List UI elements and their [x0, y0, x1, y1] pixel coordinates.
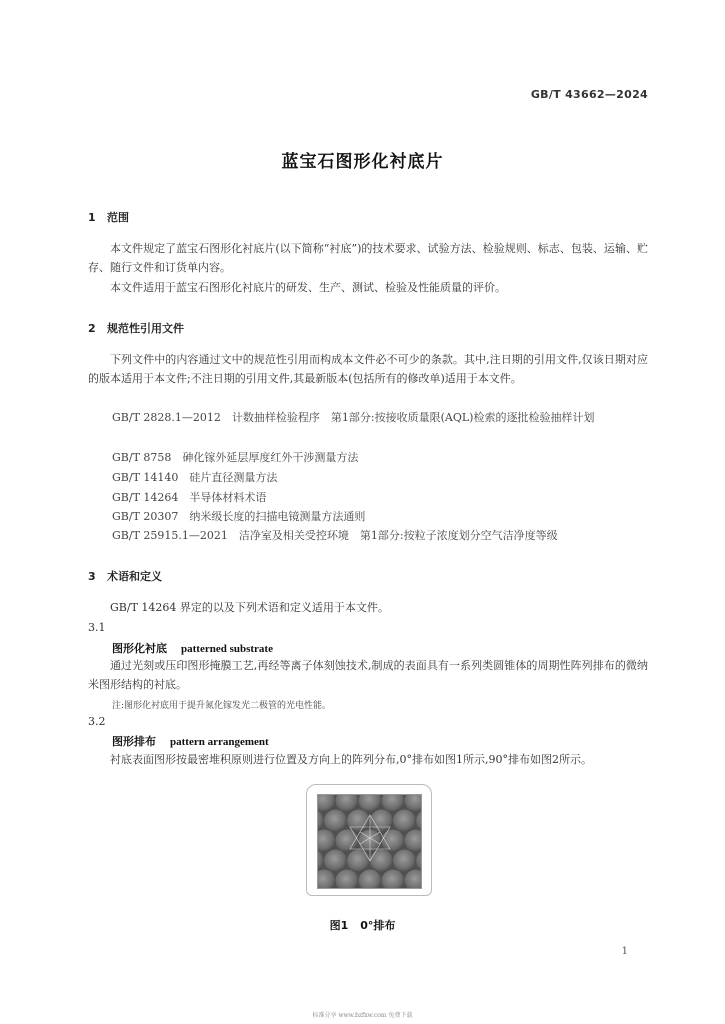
reference-item: GB/T 14264 半导体材料术语	[112, 491, 267, 504]
term-zh: 图形排布	[112, 735, 156, 748]
term-zh: 图形化衬底	[112, 642, 167, 655]
pattern-figure	[317, 794, 422, 889]
term-definition: 通过光刻或压印图形掩膜工艺,再经等离子体刻蚀技术,制成的表面具有一系列类圆锥体的周期性阵列排布的微纳米图形结构的衬底。	[88, 659, 648, 691]
section-2-heading	[88, 320, 184, 336]
section-3-heading	[88, 568, 162, 584]
term-number: 3.2	[88, 715, 106, 728]
pattern-dome	[370, 850, 393, 873]
section-number: 3	[88, 570, 96, 583]
section-title: 术语和定义	[107, 570, 162, 583]
term-heading	[112, 733, 269, 749]
pattern-dome	[393, 810, 416, 833]
term-en: patterned substrate	[181, 643, 273, 655]
paragraph: 本文件规定了蓝宝石图形化衬底片(以下简称“衬底”)的技术要求、试验方法、检验规则、标志、包装、运输、贮存、随行文件和订货单内容。	[88, 242, 648, 274]
term-note: 注:图形化衬底用于提升氮化镓发光二极管的光电性能。	[112, 701, 332, 711]
section-number: 1	[88, 211, 96, 224]
paragraph: GB/T 14264 界定的以及下列术语和定义适用于本文件。	[110, 601, 389, 614]
reference-item: GB/T 25915.1—2021 洁净室及相关受控环境 第1部分:按粒子浓度划分空气洁净度等级	[112, 529, 558, 542]
term-en: pattern arrangement	[170, 736, 269, 748]
pattern-dome	[324, 810, 347, 833]
reference-item: GB/T 20307 纳米级长度的扫描电镜测量方法通则	[112, 510, 366, 523]
document-title: 蓝宝石图形化衬底片	[281, 152, 444, 172]
reference-item: GB/T 2828.1—2012 计数抽样检验程序 第1部分:按接收质量限(AQL)检索的逐批检验抽样计划	[112, 411, 595, 424]
standard-code: GB/T 43662—2024	[530, 88, 648, 101]
pattern-dome	[347, 850, 370, 873]
page-number: 1	[621, 946, 628, 957]
figure-title: 0°排布	[360, 919, 396, 932]
pattern-array-image	[318, 795, 421, 888]
term-definition: 衬底表面图形按最密堆积原则进行位置及方向上的阵列分布,0°排布如图1所示,90°排布如图2所示。	[110, 753, 592, 766]
figure-label: 图1	[329, 919, 349, 932]
term-heading	[112, 640, 273, 656]
reference-item: GB/T 8758 砷化镓外延层厚度红外干涉测量方法	[112, 451, 359, 464]
footer-watermark: 标准分享 www.bzfxw.com 免费下载	[312, 1012, 413, 1019]
section-title: 规范性引用文件	[107, 322, 184, 335]
figure-caption	[0, 917, 725, 933]
pattern-dome	[324, 850, 347, 873]
reference-item: GB/T 14140 硅片直径测量方法	[112, 471, 278, 484]
section-title: 范围	[107, 211, 129, 224]
paragraph: 本文件适用于蓝宝石图形化衬底片的研发、生产、测试、检验及性能质量的评价。	[110, 281, 506, 294]
pattern-dome	[393, 850, 416, 873]
paragraph: 下列文件中的内容通过文中的规范性引用而构成本文件必不可少的条款。其中,注日期的引用文件,仅该日期对应的版本适用于本文件;不注日期的引用文件,其最新版本(包括所有的修改单)适用于本文件。	[88, 353, 648, 385]
section-1-heading	[88, 209, 129, 225]
section-number: 2	[88, 322, 96, 335]
term-number: 3.1	[88, 621, 106, 634]
